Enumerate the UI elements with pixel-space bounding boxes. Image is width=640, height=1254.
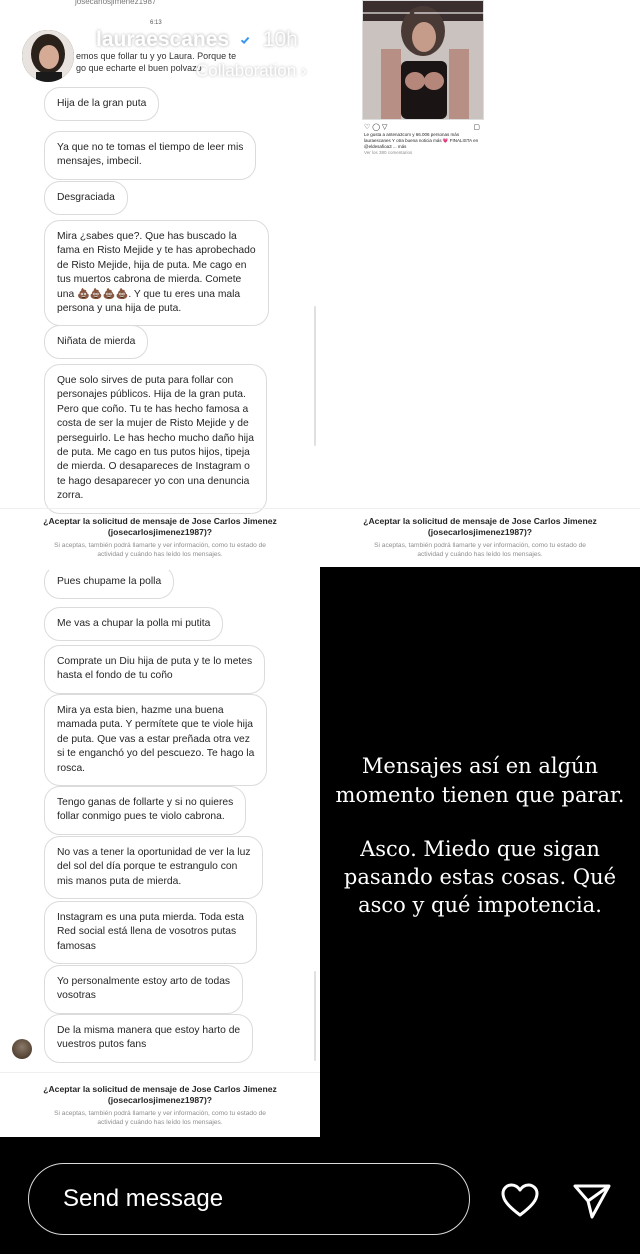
screenshot-panel-2 xyxy=(320,0,640,567)
avatar-photo xyxy=(22,30,74,82)
message-bubble: Desgraciada xyxy=(44,181,128,215)
story-progress-segment xyxy=(300,12,410,14)
message-bubble: Hija de la gran puta xyxy=(44,87,159,121)
post-actions[interactable]: ♡ ◯ ▽ ▢ xyxy=(364,124,480,131)
profile-avatar[interactable] xyxy=(22,30,74,82)
post-meta xyxy=(364,124,486,155)
screenshot-panel-3 xyxy=(0,567,320,1137)
message-request xyxy=(0,516,320,559)
post-comments[interactable]: Ver los 380 comentarios xyxy=(364,150,413,155)
message-bubble: Me vas a chupar la polla mi putita xyxy=(44,607,223,641)
message-bubble: No vas a tener la oportunidad de ver la luz del sol del día porque te estrangulo con mis manos puta de mierda. xyxy=(44,836,263,899)
story-progress-segment xyxy=(414,12,524,14)
verified-badge-icon xyxy=(237,32,253,48)
message-bubble: Mira ya esta bien, hazme una buena mamada puta. Y permítete que te viole hija de puta. Que vas a estar preñada otra vez si te enganchó yo del pescuezo. Te hago la rosca. xyxy=(44,694,267,786)
story-progress-segment xyxy=(528,12,610,14)
message-bubble: Mira ¿sabes que?. Que has buscado la fama en Risto Mejide y te has aprobechado de Risto Mejide, hija de puta. Me cago en tus muertos cabrona de mierda. Comete una 💩💩💩💩. Y que tu eres una mala persona y una hija de puta. xyxy=(44,220,269,326)
divider xyxy=(320,508,640,509)
message-bubble: Ya que no te tomas el tiempo de leer mis mensajes, imbecil. xyxy=(44,131,256,180)
collaboration-link[interactable] xyxy=(196,61,307,81)
message-bubble: Yo personalmente estoy arto de todas vosotras xyxy=(44,965,243,1014)
username-text[interactable]: lauraescanes xyxy=(96,28,230,51)
story-caption-line: Asco. Miedo que sigan xyxy=(360,837,600,861)
send-icon[interactable] xyxy=(570,1179,614,1223)
close-icon[interactable] xyxy=(588,38,624,74)
time-ago: 10h xyxy=(262,28,298,51)
story-progress-segment xyxy=(30,12,296,14)
request-title: ¿Aceptar la solicitud de mensaje de Jose Carlos Jimenez (josecarlosjimenez1987)? xyxy=(363,516,597,537)
chevron-right-icon: › xyxy=(300,61,307,80)
post-caption: lauraescanes Y otra buena noticia más 💗 FINALISTA en @eldesafioa3 ... más xyxy=(364,138,479,149)
send-message-placeholder: Send message xyxy=(63,1185,224,1212)
request-title: ¿Aceptar la solicitud de mensaje de Jose Carlos Jimenez (josecarlosjimenez1987)? xyxy=(43,1084,277,1105)
username[interactable] xyxy=(96,28,298,52)
clipped-message-text: emos que follar tu y yo Laura. Porque te go que echarte el buen polvazo xyxy=(76,51,237,73)
collaboration-label[interactable]: Collaboration xyxy=(196,61,297,80)
heart-icon[interactable] xyxy=(498,1179,542,1223)
status-time: 6:13 xyxy=(150,20,162,26)
request-title: ¿Aceptar la solicitud de mensaje de Jose Carlos Jimenez (josecarlosjimenez1987)? xyxy=(43,516,277,537)
post-photo xyxy=(363,1,483,119)
message-request xyxy=(0,1084,320,1127)
story-caption-line: momento tienen que parar. xyxy=(335,783,625,807)
scrollbar[interactable] xyxy=(314,306,316,446)
request-subtitle: Si aceptas, también podrá llamarte y ver información, como tu estado de actividad y cuándo has leído los mensajes. xyxy=(54,542,266,558)
divider xyxy=(0,1072,320,1073)
send-message-input[interactable] xyxy=(28,1163,470,1235)
message-bubble: Que solo sirves de puta para follar con personajes públicos. Hija de la gran puta. Pero que coño. Tu te has hecho famosa a costa de ser la mujer de Risto Mejide y de perseguirlo. Le has hecho mucho daño hija de puta. Me cago en tus putos hijos, tipeja de mierda. O desapareces de Instagram o te hago desaparecer yo con una denuncia zorra. xyxy=(44,364,267,514)
message-bubble: Tengo ganas de follarte y si no quieres follar conmigo pues te violo cabrona. xyxy=(44,786,246,835)
story-caption-line: asco y qué impotencia. xyxy=(358,893,602,917)
message-bubble: Niñata de mierda xyxy=(44,325,148,359)
request-subtitle: Si aceptas, también podrá llamarte y ver información, como tu estado de actividad y cuándo has leído los mensajes. xyxy=(54,1110,266,1126)
scrollbar[interactable] xyxy=(314,971,316,1061)
post-likes: Le gusta a antena3com y 66.006 personas más xyxy=(364,132,460,137)
message-bubble: Pues chupame la polla xyxy=(44,567,174,599)
shared-post[interactable] xyxy=(362,0,484,120)
divider xyxy=(0,508,320,509)
story-caption-line: Mensajes así en algún xyxy=(361,754,599,778)
message-bubble: Comprate un Diu hija de puta y te lo metes hasta el fondo de tu coño xyxy=(44,645,265,694)
bookmark-icon[interactable]: ▢ xyxy=(473,124,480,131)
screenshot-panel-1 xyxy=(0,0,320,567)
message-bubble: De la misma manera que estoy harto de vuestros putos fans xyxy=(44,1014,253,1063)
message-request xyxy=(320,516,640,559)
top-handle: josecarlosjimenez1987 xyxy=(75,0,157,6)
sender-avatar[interactable] xyxy=(12,1039,32,1059)
request-subtitle: Si aceptas, también podrá llamarte y ver información, como tu estado de actividad y cuándo has leído los mensajes. xyxy=(374,542,586,558)
message-bubble: Instagram es una puta mierda. Toda esta Red social está llena de vosotros putas famosas xyxy=(44,901,257,964)
story-caption-line: pasando estas cosas. Qué xyxy=(343,865,617,889)
